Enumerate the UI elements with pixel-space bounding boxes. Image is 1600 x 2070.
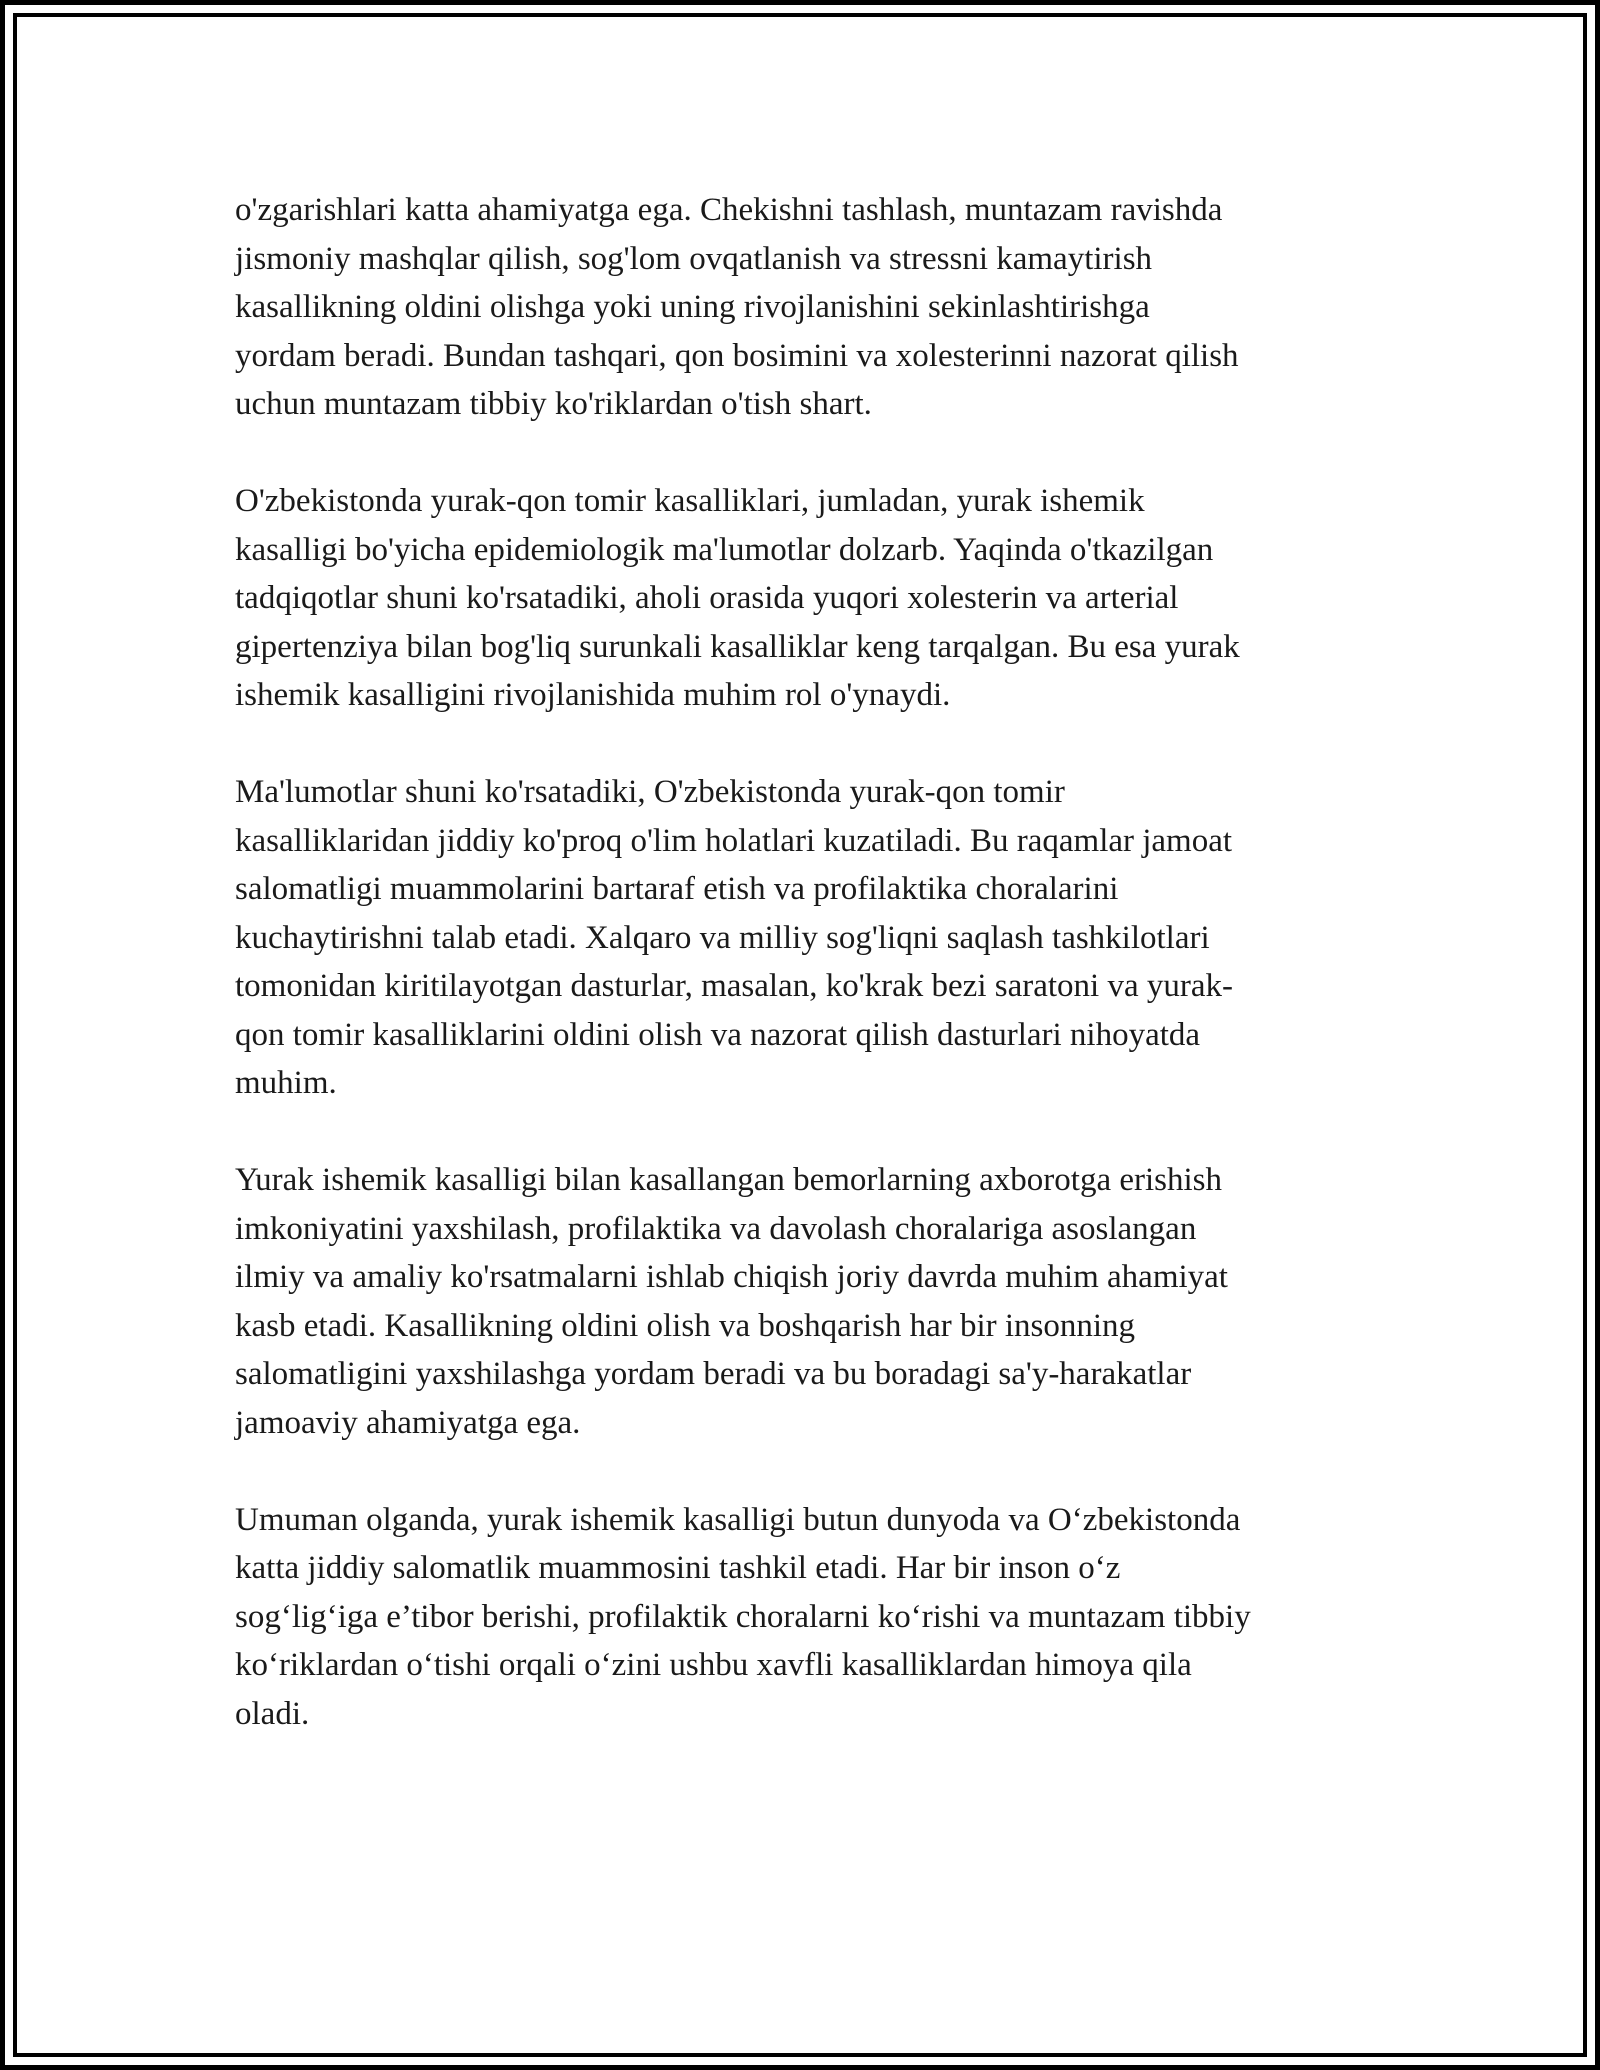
text-line: salomatligini yaxshilashga yordam beradi va bu boradagi sa'y-harakatlar: [235, 1356, 1192, 1392]
text-line: imkoniyatini yaxshilash, profilaktika va davolash choralariga asoslangan: [235, 1210, 1197, 1247]
text-line: kasalligi bo'yicha epidemiologik ma'lumotlar dolzarb. Yaqinda o'tkazilgan: [235, 531, 1214, 568]
text-line: muhim.: [235, 1065, 337, 1101]
document-body: [235, 186, 1375, 1787]
paragraph-5: [235, 1496, 1375, 1739]
text-line: Yurak ishemik kasalligi bilan kasallangan bemorlarning axborotga erishish: [235, 1162, 1223, 1198]
paragraph-2: [235, 477, 1375, 720]
text-line: o'zgarishlari katta ahamiyatga ega. Chekishni tashlash, muntazam ravishda: [235, 192, 1223, 228]
text-line: sog‘lig‘iga e’tibor berishi, profilaktik choralarni ko‘rishi va muntazam tibbiy: [235, 1598, 1251, 1635]
text-line: salomatligi muammolarini bartaraf etish va profilaktika choralarini: [235, 871, 1119, 907]
text-line: kasallikning oldini olishga yoki uning rivojlanishini sekinlashtirishga: [235, 289, 1150, 325]
text-line: kasb etadi. Kasallikning oldini olish va boshqarish har bir insonning: [235, 1307, 1136, 1344]
paragraph-4: [235, 1156, 1375, 1447]
text-line: O'zbekistonda yurak-qon tomir kasalliklari, jumladan, yurak ishemik: [235, 483, 1145, 519]
paragraph-3: [235, 768, 1375, 1108]
text-line: katta jiddiy salomatlik muammosini tashkil etadi. Har bir inson o‘z: [235, 1550, 1121, 1586]
text-line: ilmiy va amaliy ko'rsatmalarni ishlab chiqish joriy davrda muhim ahamiyat: [235, 1259, 1228, 1295]
text-line: tadqiqotlar shuni ko'rsatadiki, aholi orasida yuqori xolesterin va arterial: [235, 580, 1179, 616]
text-line: Ma'lumotlar shuni ko'rsatadiki, O'zbekistonda yurak-qon tomir: [235, 774, 1065, 810]
text-line: tomonidan kiritilayotgan dasturlar, masalan, ko'krak bezi saratoni va yurak-: [235, 968, 1233, 1004]
text-line: oladi.: [235, 1695, 310, 1732]
text-line: jamoaviy ahamiyatga ega.: [235, 1404, 581, 1441]
paragraph-1: [235, 186, 1375, 429]
text-line: qon tomir kasalliklarini oldini olish va nazorat qilish dasturlari nihoyatda: [235, 1016, 1201, 1053]
text-line: gipertenziya bilan bog'liq surunkali kasalliklar keng tarqalgan. Bu esa yurak: [235, 628, 1240, 665]
text-line: yordam beradi. Bundan tashqari, qon bosimini va xolesterinni nazorat qilish: [235, 337, 1239, 374]
text-line: jismoniy mashqlar qilish, sog'lom ovqatlanish va stressni kamaytirish: [235, 240, 1153, 277]
text-line: Umuman olganda, yurak ishemik kasalligi butun dunyoda va O‘zbekistonda: [235, 1501, 1241, 1538]
text-line: ko‘riklardan o‘tishi orqali o‘zini ushbu xavfli kasalliklardan himoya qila: [235, 1647, 1192, 1683]
text-line: kuchaytirishni talab etadi. Xalqaro va milliy sog'liqni saqlash tashkilotlari: [235, 919, 1210, 956]
text-line: kasalliklaridan jiddiy ko'proq o'lim holatlari kuzatiladi. Bu raqamlar jamoat: [235, 822, 1233, 859]
text-line: uchun muntazam tibbiy ko'riklardan o'tish shart.: [235, 386, 872, 422]
text-line: ishemik kasalligini rivojlanishida muhim rol o'ynaydi.: [235, 677, 951, 713]
